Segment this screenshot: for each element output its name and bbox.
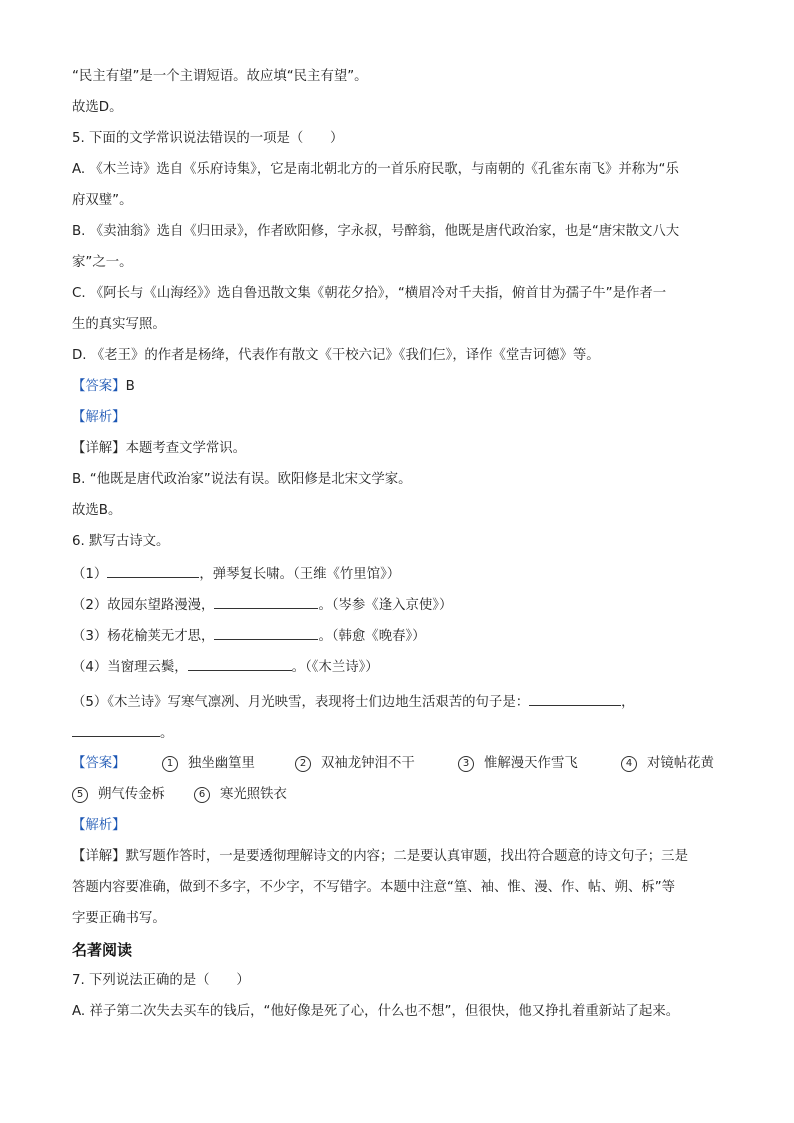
q6-item-suffix: 。（《木兰诗》） [291, 660, 379, 675]
question-6-title: 6. 默写古诗文。 [72, 534, 170, 549]
fill-blank [107, 563, 199, 578]
fill-blank [214, 594, 318, 609]
q6-item-suffix: 。（韩愈《晚春》） [318, 629, 426, 644]
answer-item [162, 754, 255, 774]
detail-text: 本题考查文学常识。 [125, 441, 247, 456]
option-b-line-2: 家”之一。 [72, 255, 133, 270]
detail-text: 默写题作答时，一是要透彻理解诗文的内容；二是要认真审题，找出符合题意的诗文句子；三是 [125, 849, 688, 864]
detail-line [72, 439, 722, 459]
q6-item-4 [72, 656, 722, 678]
fill-blank [214, 625, 318, 640]
answer-text: 朔气传金柝 [98, 787, 165, 802]
option-a-line-2: 府双璧”。 [72, 193, 133, 208]
answer-text: 寒光照铁衣 [220, 787, 287, 802]
number-circle: 4 [621, 756, 637, 772]
q6-item-1 [72, 563, 722, 585]
answer-line [72, 377, 722, 397]
option-a-line-1: A. 《木兰诗》选自《乐府诗集》，它是南北朝北方的一首乐府民歌，与南朝的《孔雀东南飞》并称为“乐 [72, 162, 679, 177]
q6-item-prefix: （2）故园东望路漫漫， [72, 598, 215, 613]
question-7-title: 7. 下列说法正确的是（ ） [72, 973, 250, 988]
q6-item-suffix: ， [621, 695, 635, 710]
number-circle: 1 [162, 756, 178, 772]
q6-item-5 [72, 691, 722, 713]
answer-item [194, 785, 287, 805]
answer-item [295, 754, 415, 774]
fill-blank [188, 656, 292, 671]
q6-item-end: 。 [160, 726, 174, 741]
detail-tag: 【详解】 [72, 849, 126, 864]
q6-item-prefix: （1） [72, 567, 108, 582]
option-d-line: D. 《老王》的作者是杨绛，代表作有散文《干校六记》《我们仨》，译作《堂吉诃德》等。 [72, 348, 600, 363]
q6-item-3 [72, 625, 722, 647]
q6-item-prefix: （4）当窗理云鬓， [72, 660, 188, 675]
detail-tag: 【详解】 [72, 441, 126, 456]
answer-text: 对镜帖花黄 [647, 756, 714, 771]
detail-line [72, 847, 722, 867]
number-circle: 5 [72, 787, 88, 803]
number-circle: 3 [458, 756, 474, 772]
q6-item-2 [72, 594, 722, 616]
text-line: 故选D。 [72, 100, 123, 115]
option-b-line-1: B. 《卖油翁》选自《归田录》，作者欧阳修，字永叔，号醉翁，他既是唐代政治家，也是“唐宋散文八大 [72, 224, 680, 239]
answer-tag: 【答案】 [72, 756, 126, 771]
q6-item-prefix: （3）杨花榆荚无才思， [72, 629, 215, 644]
q6-item-suffix: ，弹琴复长啸。（王维《竹里馆》） [199, 567, 401, 582]
text-line: “民主有望”是一个主谓短语。故应填“民主有望”。 [72, 69, 368, 84]
detail-line-2: 答题内容要准确，做到不多字，不少字，不写错字。本题中注意“篁、袖、惟、漫、作、帖、朔、柝”等 [72, 880, 676, 895]
explanation-line: B. “他既是唐代政治家”说法有误。欧阳修是北宋文学家。 [72, 472, 412, 487]
question-5-title: 5. 下面的文学常识说法错误的一项是（ ） [72, 131, 344, 146]
q6-item-suffix: 。（岑参《逢入京使》） [318, 598, 453, 613]
option-c-line-1: C. 《阿长与《山海经》》选自鲁迅散文集《朝花夕拾》，“横眉冷对千夫指，俯首甘为孺子牛”是作者一 [72, 286, 667, 301]
q6-item-prefix: （5）《木兰诗》写寒气凛冽、月光映雪，表现将士们边地生活艰苦的句子是： [72, 695, 530, 710]
detail-line-3: 字要正确书写。 [72, 911, 166, 926]
q6-item-5-cont [72, 722, 722, 744]
answer-text: 独坐幽篁里 [188, 756, 255, 771]
analysis-tag: 【解析】 [72, 818, 126, 833]
q7-option-a: A. 祥子第二次失去买车的钱后，“他好像是死了心，什么也不想”，但很快，他又挣扎着重新站了起来。 [72, 1004, 680, 1019]
analysis-tag: 【解析】 [72, 410, 126, 425]
fill-blank [529, 691, 621, 706]
answer-tag: 【答案】 [72, 379, 126, 394]
answer-text: 双袖龙钟泪不干 [321, 756, 415, 771]
section-heading: 名著阅读 [72, 941, 133, 959]
answer-item [458, 754, 578, 774]
answer-text: 惟解漫天作雪飞 [484, 756, 578, 771]
answer-item [621, 754, 714, 774]
option-c-line-2: 生的真实写照。 [72, 317, 166, 332]
number-circle: 6 [194, 787, 210, 803]
answer-item [72, 785, 165, 805]
fill-blank [72, 722, 160, 737]
number-circle: 2 [295, 756, 311, 772]
choice-line: 故选B。 [72, 503, 122, 518]
answer-value: B [125, 379, 135, 394]
